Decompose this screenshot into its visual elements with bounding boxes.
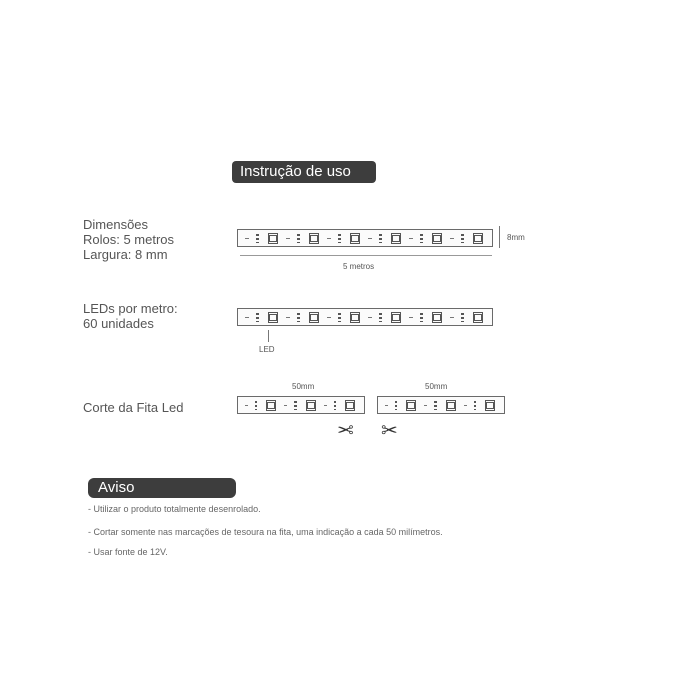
resistor-mark bbox=[395, 401, 397, 410]
strip-trace bbox=[245, 317, 249, 318]
led-chip bbox=[473, 312, 483, 323]
strip-trace bbox=[324, 405, 327, 406]
warning-item: - Usar fonte de 12V. bbox=[88, 547, 168, 557]
strip-trace bbox=[409, 238, 413, 239]
scissors-icon: ✂ bbox=[337, 420, 354, 442]
led-strip-leds bbox=[237, 308, 493, 326]
width-label: 8mm bbox=[507, 233, 525, 242]
led-strip-dimensions bbox=[237, 229, 493, 247]
resistor-mark bbox=[338, 313, 341, 322]
strip-trace bbox=[327, 317, 331, 318]
dimensions-label bbox=[83, 217, 174, 262]
resistor-mark bbox=[294, 401, 296, 410]
resistor-mark bbox=[297, 313, 300, 322]
led-pointer-line bbox=[268, 330, 269, 342]
strip-trace bbox=[424, 405, 427, 406]
warning-item: - Utilizar o produto totalmente desenrolado. bbox=[88, 504, 261, 514]
led-chip bbox=[432, 233, 442, 244]
resistor-mark bbox=[255, 401, 257, 410]
strip-trace bbox=[245, 238, 249, 239]
resistor-mark bbox=[420, 313, 423, 322]
led-chip bbox=[473, 233, 483, 244]
leds-label bbox=[83, 301, 178, 331]
resistor-mark bbox=[297, 234, 300, 243]
length-measure-line bbox=[240, 255, 492, 256]
width-measure-line bbox=[499, 226, 500, 248]
led-chip bbox=[268, 312, 278, 323]
strip-trace bbox=[284, 405, 287, 406]
led-chip bbox=[350, 312, 360, 323]
led-chip bbox=[350, 233, 360, 244]
segment-label-left: 50mm bbox=[292, 382, 315, 391]
resistor-mark bbox=[461, 313, 464, 322]
resistor-mark bbox=[256, 313, 259, 322]
page-title: Instrução de uso bbox=[232, 161, 376, 183]
led-chip bbox=[306, 400, 316, 411]
resistor-mark bbox=[379, 234, 382, 243]
strip-trace bbox=[368, 238, 372, 239]
resistor-mark bbox=[256, 234, 259, 243]
resistor-mark bbox=[420, 234, 423, 243]
led-pointer-label: LED bbox=[259, 345, 275, 354]
led-chip bbox=[309, 233, 319, 244]
dimensions-line-1: Dimensões bbox=[83, 217, 149, 232]
strip-trace bbox=[286, 238, 290, 239]
strip-trace bbox=[464, 405, 467, 406]
led-chip bbox=[309, 312, 319, 323]
led-chip bbox=[446, 400, 456, 411]
strip-trace bbox=[409, 317, 413, 318]
led-chip bbox=[406, 400, 416, 411]
resistor-mark bbox=[379, 313, 382, 322]
strip-trace bbox=[385, 405, 388, 406]
scissors-icon: ✂ bbox=[381, 420, 398, 442]
led-strip-segment-left bbox=[237, 396, 365, 414]
led-chip bbox=[432, 312, 442, 323]
resistor-mark bbox=[334, 401, 336, 410]
led-chip bbox=[266, 400, 276, 411]
strip-trace bbox=[450, 317, 454, 318]
strip-trace bbox=[327, 238, 331, 239]
led-strip-segment-right bbox=[377, 396, 505, 414]
led-chip bbox=[391, 233, 401, 244]
leds-line-2: 60 unidades bbox=[83, 316, 154, 331]
strip-trace bbox=[286, 317, 290, 318]
warning-item: - Cortar somente nas marcações de tesoura na fita, uma indicação a cada 50 milímetros. bbox=[88, 527, 443, 537]
resistor-mark bbox=[338, 234, 341, 243]
resistor-mark bbox=[474, 401, 476, 410]
strip-trace bbox=[245, 405, 248, 406]
resistor-mark bbox=[461, 234, 464, 243]
led-chip bbox=[345, 400, 355, 411]
leds-line-1: LEDs por metro: bbox=[83, 301, 178, 316]
segment-label-right: 50mm bbox=[425, 382, 448, 391]
led-chip bbox=[391, 312, 401, 323]
strip-trace bbox=[368, 317, 372, 318]
warning-title: Aviso bbox=[88, 478, 236, 498]
strip-trace bbox=[450, 238, 454, 239]
length-label: 5 metros bbox=[343, 262, 375, 271]
led-chip bbox=[485, 400, 495, 411]
led-chip bbox=[268, 233, 278, 244]
cut-label: Corte da Fita Led bbox=[83, 400, 184, 415]
dimensions-line-2: Rolos: 5 metros bbox=[83, 232, 175, 247]
dimensions-line-3: Largura: 8 mm bbox=[83, 247, 168, 262]
resistor-mark bbox=[434, 401, 436, 410]
